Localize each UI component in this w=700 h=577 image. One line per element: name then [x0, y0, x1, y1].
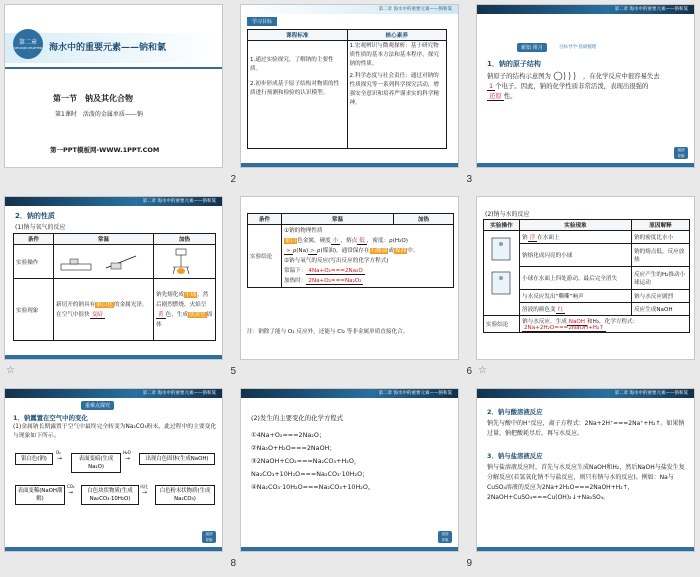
normal-temp-phenomenon: 新切开的钠具有银白色的金属光泽，在空气中很快 变暗	[54, 279, 154, 341]
badge-preview: 新知 预习	[517, 43, 547, 52]
section-heading: 2．钠的性质	[15, 212, 55, 220]
flow-step-2: 表面变暗(生成Na₂O)	[71, 453, 121, 473]
bottom-bar	[477, 547, 694, 551]
normal-temp-apparatus	[54, 245, 154, 279]
bottom-bar	[5, 355, 222, 359]
heating-phenomenon: 钠先熔化成小球，然后剧烈燃烧，火焰呈黄 色，生成淡黄色固体	[154, 279, 216, 341]
flow-step-6: 白色粉末状物质(生成Na₂CO₃)	[155, 485, 215, 505]
flow-step-1: 银白色(钠)	[15, 453, 53, 465]
goals-table	[247, 29, 447, 149]
literacy-cell: 1.宏观辨识与微观探析：基于研究物质性质的基本方法和基本程序，探究钠的性质。 2.科学态度与社会责任：通过对钠的性质探究等一系列科学探究活动，增强安全意识和培养严谨求实的科学精神。	[347, 41, 447, 149]
salt-text: 钠与盐溶液反应时，首先与水反应生成NaOH和H₂，然后NaOH与盐发生复分解反应(若氢氧化钠不与盐反应，则只有钠与水的反应)。例如：Na与CuSO₄溶液的反应为2Na+2H₂O===2NaOH+H₂↑，2NaOH+CuSO₄===Cu(OH)₂↓+Na₂SO₄。	[487, 464, 685, 501]
slide-number: 3	[466, 174, 472, 185]
bottom-bar	[241, 547, 458, 551]
slide-header: 第二章 海水中的重要元素——钠和氯	[5, 389, 222, 398]
slide-number: 2	[230, 174, 236, 185]
col-head-literacy: 核心素养	[347, 30, 447, 41]
section-heading-acid: 2．钠与酸溶液反应	[487, 408, 543, 416]
heating-apparatus	[154, 245, 216, 279]
flow-arrow-1: →	[57, 455, 63, 462]
water-apparatus	[484, 231, 520, 316]
back-nav-button[interactable]: 返回 导航	[438, 531, 452, 543]
chapter-badge: 第二章 SECOND CHAPTER	[13, 29, 43, 59]
bottom-bar	[241, 163, 458, 167]
bottom-bar	[477, 163, 694, 167]
water-reaction-table: 实验操作 实验现象 原因解释 钠 浮 在水面上 钠的密度比水小 钠熔化成闪亮的小球 钠的熔点低，反应放热 小球在水面上四处游动，最后完全消失 反应产生的H₂推动小球运动 与水反应发出“嘶嘶”响声 钠与水反应剧烈 溶液的颜色变 红 反应生成NaOH 实验结论 钠与水反应，生成 NaOH 和H₂，化学方程式： 2Na+2H₂O===2NaOH+H₂↑	[483, 219, 690, 333]
slide-2	[240, 4, 459, 168]
badge-learning-goals: 学习目标	[247, 17, 277, 26]
back-nav-button[interactable]: 返回 导航	[674, 147, 688, 159]
standard-cell: 1.通过实验探究，了解钠的主要性质。 2.初步形成基于原子结构对物质的性质进行预测和检验的认识模型。	[248, 41, 348, 149]
equations-title: (2)发生的主要变化的化学方程式	[251, 414, 344, 422]
acid-text: 钠先与酸中的H⁺反应，离子方程式：2Na+2H⁺===2Na⁺+H₂↑。如果钠过量，钠把酸耗尽后，再与水反应。	[487, 420, 685, 437]
equations-list: ①4Na+O₂===2Na₂O； ②Na₂O+H₂O===2NaOH； ③2NaOH+CO₂===Na₂CO₃+H₂O，Na₂CO₃+10H₂O===Na₂CO₃·10H₂O； ④Na₂CO₃·10H₂O===Na₂CO₃+10H₂O。	[251, 431, 375, 491]
flow-step-3: 出现白色固体(生成NaOH)	[139, 453, 215, 465]
conclusion-cell: ①钠的物理性质 银白色金属，硬度 小 ，熔点 低 ，密度：ρ(H₂O) > ρ(Na) > ρ(煤油)，通常保存在石蜡油或煤油中。 ②钠与氧气的反应(写出反应的化学方程式) 常温下： 4Na+O₂===2Na₂O 加热时： 2Na+O₂===Na₂O₂	[282, 225, 454, 288]
star-icon[interactable]: ☆	[478, 365, 487, 376]
divider	[5, 67, 223, 69]
lesson-title: 第1课时 活泼的金属单质——钠	[55, 111, 143, 118]
slide-4	[4, 196, 223, 360]
atom-diagram-icon	[553, 71, 581, 81]
slide-header: 第二章 海水中的重要元素——钠和氯	[5, 197, 222, 206]
slide-header: 第二章 海水中的重要元素——钠和氯	[241, 5, 458, 14]
sub-heading: (1)钠与氧气的反应	[15, 224, 66, 231]
col-head-standard: 课程标准	[248, 30, 348, 41]
flow-step-5: 白色块状物质(生成Na₂CO₃·10H₂O)	[81, 485, 139, 505]
badge-key-points: 重难点探究	[81, 401, 114, 410]
slide-header: 第二章 海水中的重要元素——钠和氯	[241, 389, 458, 398]
flow-arrow-2: →	[125, 455, 131, 462]
site-text: 第一PPT模板网-WWW.1PPT.COM	[50, 146, 160, 154]
section-heading-salt: 3．钠与盐溶液反应	[487, 452, 543, 460]
conclusion-table: 条件 常温 加热 实验结论 ①钠的物理性质 银白色金属，硬度 小 ，熔点 低 ，密度：ρ(H₂O) > ρ(Na) > ρ(煤油)，通常保存在石蜡油或煤油中。 ②钠与氧气的反应(写出反应的化学方程式) 常温下： 4Na+O₂===2Na₂O 加热时： 2Na+O₂===Na₂O₂	[247, 213, 454, 288]
slide-8	[240, 388, 459, 552]
flow-step-4: 表面变稀(NaOH潮解)	[15, 485, 65, 505]
badge-tail: 目标导学·基础梳理	[559, 45, 597, 50]
slide-5	[240, 196, 459, 360]
oxygen-reaction-table: 条件 常温 加热 实验操作 实验现象 新切开的钠具有银白色的金属光泽，在空气中很快 变暗 钠先熔化成小球，然后剧烈燃烧，火焰呈黄 色，生成淡黄色固体	[13, 233, 216, 341]
star-icon[interactable]: ☆	[6, 365, 15, 376]
slide-9	[476, 388, 695, 552]
slide-header: 第二章 海水中的重要元素——钠和氯	[477, 5, 694, 14]
bottom-bar	[5, 547, 222, 551]
slide-3	[476, 4, 695, 168]
chapter-title: 海水中的重要元素——钠和氯	[49, 43, 167, 53]
slide-number: 5	[230, 366, 236, 377]
back-nav-button[interactable]: 返回 导航	[202, 531, 216, 543]
slide-number: 6	[466, 366, 472, 377]
atom-structure-text: 钠原子的结构示意图为 ，在化学反应中很容易失去 1 个电子。因此，钠的化学性质非常活泼，表现出很强的 还原 性。	[487, 72, 660, 100]
note-text: 注：钠除了能与 O₂ 反应外，还能与 Cl₂ 等非金属单质直接化合。	[247, 329, 409, 335]
section-heading: 1．钠的原子结构	[487, 60, 541, 68]
section-heading: 1．钠露置在空气中的变化	[13, 414, 88, 422]
sub-heading: (2)钠与水的反应	[485, 211, 530, 218]
section-title: 第一节 钠及其化合物	[53, 94, 133, 103]
intro-text: (1)金属钠长期露置于空气中最终完全转变为Na₂CO₃粉末，此过程中的主要变化与现象如下所示。	[13, 424, 217, 439]
slide-header: 第二章 海水中的重要元素——钠和氯	[477, 389, 694, 398]
slide-7: 第二章 海水中的重要元素——钠和氯 重难点探究 1．钠露置在空气中的变化 (1)金属钠长期露置于空气中最终完全转变为Na₂CO₃粉末，此过程中的主要变化与现象如下所示。 银白色(钠) → O₂ 表面变暗(生成Na₂O) → H₂O 出现白色固体(生成NaOH) 表面变稀(NaOH潮解) → CO₂ 白色块状物质(生成Na₂CO₃·10H₂O) → 风化 白色粉末状物质(生成Na₂CO₃) 返回 导航	[4, 388, 223, 552]
slide-number: 8	[230, 558, 236, 569]
slide-number: 9	[466, 558, 472, 569]
flow-arrow-3: →	[68, 489, 74, 496]
slide-6	[476, 196, 695, 360]
water-conclusion: 钠与水反应，生成 NaOH 和H₂，化学方程式： 2Na+2H₂O===2NaOH+H₂↑	[520, 316, 690, 333]
slide-1	[4, 4, 223, 168]
flow-arrow-4: →	[142, 489, 148, 496]
